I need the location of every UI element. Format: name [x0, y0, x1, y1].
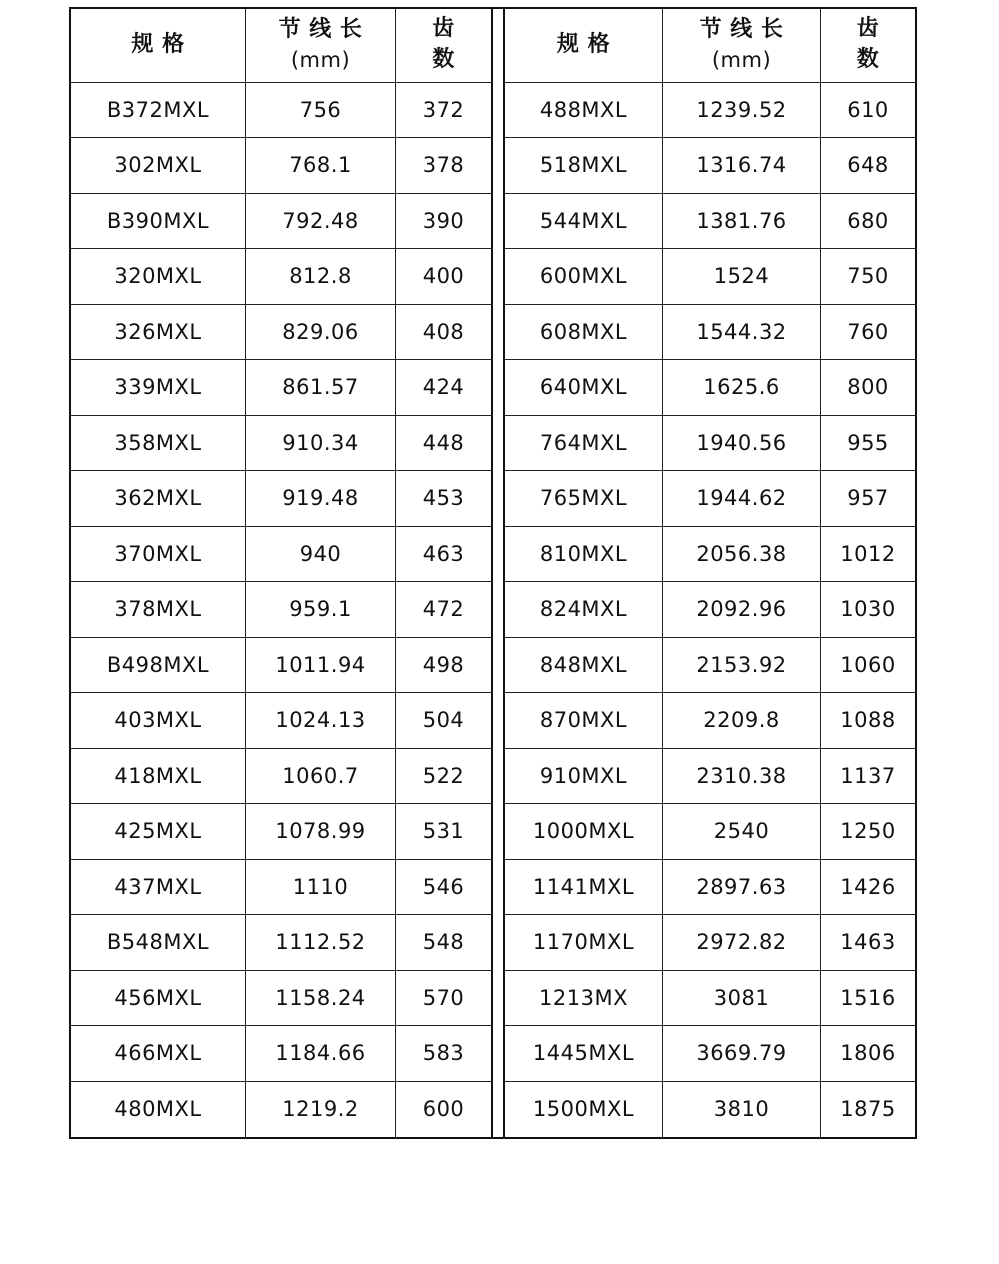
table-row	[505, 527, 915, 583]
table-row	[71, 360, 491, 416]
table-row	[71, 83, 491, 139]
spec-cell: 544MXL	[505, 194, 663, 249]
length-cell: 861.57	[246, 360, 396, 415]
spec-cell: 362MXL	[71, 471, 246, 526]
header-teeth-line1: 齿	[856, 16, 880, 42]
length-cell: 1184.66	[246, 1026, 396, 1081]
spec-cell: 1500MXL	[505, 1082, 663, 1138]
table-row	[505, 915, 915, 971]
table-row	[71, 860, 491, 916]
table-row	[505, 138, 915, 194]
teeth-cell: 1875	[840, 1097, 896, 1122]
teeth-cell: 498	[422, 652, 465, 677]
header-teeth	[396, 9, 491, 82]
length-cell: 1940.56	[663, 416, 821, 471]
table-row	[505, 582, 915, 638]
length-cell: 2209.8	[663, 693, 821, 748]
left-table-body	[71, 83, 491, 1138]
length-cell: 3669.79	[663, 1026, 821, 1081]
table-row	[505, 305, 915, 361]
length-cell: 2056.38	[663, 527, 821, 582]
length-cell: 1024.13	[246, 693, 396, 748]
length-cell: 2153.92	[663, 638, 821, 693]
teeth-cell: 610	[847, 97, 889, 122]
table-row	[71, 138, 491, 194]
table-row	[71, 638, 491, 694]
table-row	[71, 915, 491, 971]
teeth-cell: 1137	[840, 763, 896, 788]
spec-cell: 425MXL	[71, 804, 246, 859]
length-cell: 959.1	[246, 582, 396, 637]
table-row	[71, 582, 491, 638]
table-row	[505, 416, 915, 472]
spec-cell: 764MXL	[505, 416, 663, 471]
spec-cell: 320MXL	[71, 249, 246, 304]
right-table	[505, 9, 915, 1137]
teeth-cell: 546	[422, 874, 465, 899]
header-length-unit: (mm)	[290, 47, 351, 72]
table-row	[71, 1082, 491, 1138]
spec-cell: 302MXL	[71, 138, 246, 193]
length-cell: 3081	[663, 971, 821, 1026]
teeth-cell: 522	[422, 763, 465, 788]
table-row	[71, 1026, 491, 1082]
header-length	[246, 9, 396, 82]
table-row	[71, 749, 491, 805]
length-cell: 768.1	[246, 138, 396, 193]
spec-cell: 437MXL	[71, 860, 246, 915]
header-spec-text: 规 格	[556, 31, 611, 57]
teeth-cell: 548	[422, 930, 465, 955]
length-cell: 1239.52	[663, 83, 821, 138]
teeth-cell: 800	[847, 375, 889, 400]
spec-cell: 358MXL	[71, 416, 246, 471]
table-row	[71, 527, 491, 583]
length-cell: 812.8	[246, 249, 396, 304]
teeth-cell: 408	[422, 319, 465, 344]
table-row	[505, 1026, 915, 1082]
teeth-cell: 583	[422, 1041, 465, 1066]
table-row	[505, 860, 915, 916]
spec-cell: 488MXL	[505, 83, 663, 138]
length-cell: 1078.99	[246, 804, 396, 859]
spec-cell: 765MXL	[505, 471, 663, 526]
spec-cell: 403MXL	[71, 693, 246, 748]
left-table	[71, 9, 491, 1137]
spec-cell: 466MXL	[71, 1026, 246, 1081]
table-row	[505, 693, 915, 749]
table-row	[71, 971, 491, 1027]
length-cell: 919.48	[246, 471, 396, 526]
header-length-unit: (mm)	[711, 47, 772, 72]
belt-spec-table	[69, 7, 917, 1139]
spec-cell: B372MXL	[71, 83, 246, 138]
spec-cell: 1445MXL	[505, 1026, 663, 1081]
table-row	[505, 971, 915, 1027]
length-cell: 2897.63	[663, 860, 821, 915]
teeth-cell: 448	[422, 430, 465, 455]
header-row	[505, 9, 915, 83]
teeth-cell: 600	[422, 1097, 465, 1122]
length-cell: 756	[246, 83, 396, 138]
header-length-label: 节 线 长	[699, 17, 784, 43]
header-spec	[505, 9, 663, 82]
length-cell: 1944.62	[663, 471, 821, 526]
spec-cell: 1213MX	[505, 971, 663, 1026]
spec-cell: 370MXL	[71, 527, 246, 582]
header-teeth-line2: 数	[856, 47, 880, 73]
length-cell: 1060.7	[246, 749, 396, 804]
teeth-cell: 955	[847, 430, 889, 455]
teeth-cell: 1088	[840, 708, 896, 733]
teeth-cell: 463	[422, 541, 465, 566]
teeth-cell: 1463	[840, 930, 896, 955]
teeth-cell: 378	[422, 153, 465, 178]
teeth-cell: 504	[422, 708, 465, 733]
table-row	[71, 194, 491, 250]
spec-cell: 480MXL	[71, 1082, 246, 1138]
spec-cell: 418MXL	[71, 749, 246, 804]
spec-cell: 810MXL	[505, 527, 663, 582]
header-teeth	[821, 9, 915, 82]
length-cell: 1625.6	[663, 360, 821, 415]
teeth-cell: 390	[422, 208, 465, 233]
spec-cell: 518MXL	[505, 138, 663, 193]
teeth-cell: 570	[422, 985, 465, 1010]
length-cell: 829.06	[246, 305, 396, 360]
length-cell: 2310.38	[663, 749, 821, 804]
header-teeth-line2: 数	[432, 47, 455, 73]
spec-cell: 910MXL	[505, 749, 663, 804]
teeth-cell: 372	[422, 97, 465, 122]
teeth-cell: 424	[422, 375, 465, 400]
table-row	[71, 804, 491, 860]
length-cell: 792.48	[246, 194, 396, 249]
spec-cell: B548MXL	[71, 915, 246, 970]
table-row	[71, 416, 491, 472]
length-cell: 1112.52	[246, 915, 396, 970]
spec-cell: B498MXL	[71, 638, 246, 693]
length-cell: 1011.94	[246, 638, 396, 693]
teeth-cell: 1012	[840, 541, 896, 566]
spec-cell: 378MXL	[71, 582, 246, 637]
length-cell: 1219.2	[246, 1082, 396, 1138]
teeth-cell: 957	[847, 486, 889, 511]
teeth-cell: 1516	[840, 985, 896, 1010]
table-row	[71, 249, 491, 305]
spec-cell: 640MXL	[505, 360, 663, 415]
table-row	[71, 305, 491, 361]
table-row	[505, 360, 915, 416]
length-cell: 1524	[663, 249, 821, 304]
spec-cell: 1000MXL	[505, 804, 663, 859]
length-cell: 940	[246, 527, 396, 582]
table-row	[505, 749, 915, 805]
length-cell: 1381.76	[663, 194, 821, 249]
spec-cell: 870MXL	[505, 693, 663, 748]
length-cell: 1544.32	[663, 305, 821, 360]
spec-cell: 600MXL	[505, 249, 663, 304]
spec-cell: B390MXL	[71, 194, 246, 249]
header-row	[71, 9, 491, 83]
spec-cell: 848MXL	[505, 638, 663, 693]
length-cell: 2540	[663, 804, 821, 859]
teeth-cell: 750	[847, 264, 889, 289]
header-teeth-line1: 齿	[432, 16, 455, 42]
spec-cell: 326MXL	[71, 305, 246, 360]
spec-cell: 339MXL	[71, 360, 246, 415]
length-cell: 2092.96	[663, 582, 821, 637]
spec-cell: 608MXL	[505, 305, 663, 360]
teeth-cell: 760	[847, 319, 889, 344]
spec-cell: 824MXL	[505, 582, 663, 637]
length-cell: 2972.82	[663, 915, 821, 970]
teeth-cell: 1806	[840, 1041, 896, 1066]
teeth-cell: 400	[422, 264, 465, 289]
teeth-cell: 453	[422, 486, 465, 511]
table-row	[505, 249, 915, 305]
teeth-cell: 1060	[840, 652, 896, 677]
column-divider	[491, 9, 505, 1137]
header-spec	[71, 9, 246, 82]
table-row	[505, 194, 915, 250]
teeth-cell: 1426	[840, 874, 896, 899]
table-row	[71, 471, 491, 527]
table-row	[505, 471, 915, 527]
teeth-cell: 531	[422, 819, 465, 844]
right-table-body	[505, 83, 915, 1138]
spec-cell: 456MXL	[71, 971, 246, 1026]
length-cell: 1316.74	[663, 138, 821, 193]
teeth-cell: 680	[847, 208, 889, 233]
teeth-cell: 1030	[840, 597, 896, 622]
table-row	[71, 693, 491, 749]
length-cell: 1158.24	[246, 971, 396, 1026]
spec-cell: 1141MXL	[505, 860, 663, 915]
header-length-label: 节 线 长	[278, 17, 363, 43]
length-cell: 910.34	[246, 416, 396, 471]
table-row	[505, 804, 915, 860]
spec-cell: 1170MXL	[505, 915, 663, 970]
table-row	[505, 1082, 915, 1138]
teeth-cell: 1250	[840, 819, 896, 844]
header-length	[663, 9, 821, 82]
header-spec-text: 规 格	[131, 31, 185, 57]
table-row	[505, 83, 915, 139]
table-row	[505, 638, 915, 694]
teeth-cell: 648	[847, 153, 889, 178]
length-cell: 3810	[663, 1082, 821, 1138]
teeth-cell: 472	[422, 597, 465, 622]
length-cell: 1110	[246, 860, 396, 915]
